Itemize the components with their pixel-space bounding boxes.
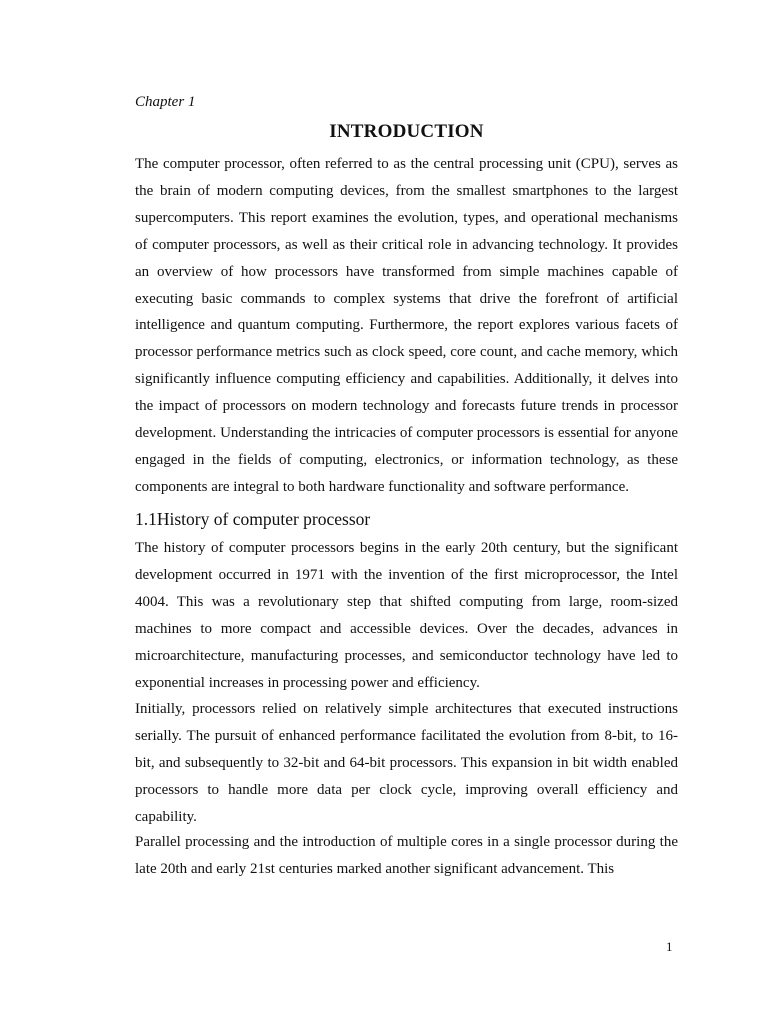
- page-number: 1: [666, 939, 673, 954]
- history-paragraph-2: Initially, processors relied on relatively simple architectures that executed instructions serially. The pursuit of enhanced performance facilitated the evolution from 8-bit, to 16-bit, and subsequently to 32-bit and 64-bit processors. This expansion in bit width enabled processors to handle more data per clock cycle, improving overall efficiency and capability.: [135, 701, 678, 825]
- history-paragraph-3: Parallel processing and the introduction of multiple cores in a single processor during the late 20th and early 21st centuries marked another significant advancement. This: [135, 834, 678, 877]
- chapter-label: Chapter 1: [135, 94, 196, 110]
- history-paragraph-1: The history of computer processors begins in the early 20th century, but the significant development occurred in 1971 with the invention of the first microprocessor, the Intel 4004. This was a revolutionary step that shifted computing from large, room-sized machines to more compact and accessible devices. Over the decades, advances in microarchitecture, manufacturing processes, and semiconductor technology have led to exponential increases in processing power and efficiency.: [135, 540, 678, 691]
- chapter-title: INTRODUCTION: [329, 121, 484, 142]
- section-heading-history: 1.1History of computer processor: [135, 509, 371, 529]
- intro-paragraph: The computer processor, often referred to as the central processing unit (CPU), serves as the brain of modern computing devices, from the smallest smartphones to the largest supercomputers. This report examines the evolution, types, and operational mechanisms of computer processors, as well as their critical role in advancing technology. It provides an overview of how processors have transformed from simple machines capable of executing basic commands to complex systems that drive the forefront of artificial intelligence and quantum computing. Furthermore, the report explores various facets of processor performance metrics such as clock speed, core count, and cache memory, which significantly influence computing efficiency and capabilities. Additionally, it delves into the impact of processors on modern technology and forecasts future trends in processor development. Understanding the intricacies of computer processors is essential for anyone engaged in the fields of computing, electronics, or information technology, as these components are integral to both hardware functionality and software performance.: [135, 156, 678, 495]
